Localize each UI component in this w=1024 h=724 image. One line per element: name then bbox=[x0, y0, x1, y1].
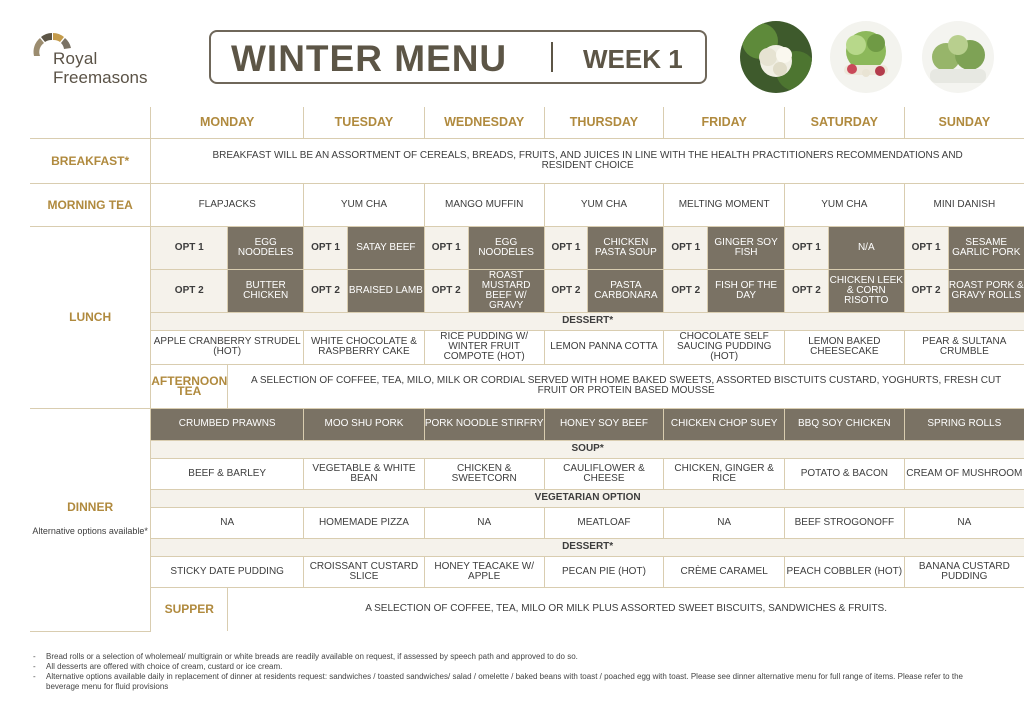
soup-item: CREAM OF MUSHROOM bbox=[904, 458, 1024, 489]
opt1-label: OPT 1 bbox=[664, 226, 708, 269]
footnote-bread: - Bread rolls or a selection of wholemeal/ multigrain or white breads are readily available on request, if assessed by speech path and approved to do so. bbox=[33, 652, 993, 662]
lunch-opt2-item: ROAST MUSTARD BEEF W/ GRAVY bbox=[468, 269, 544, 312]
lunch-opt2-item: BRAISED LAMB bbox=[347, 269, 424, 312]
food-photo-cauliflower bbox=[740, 21, 812, 93]
day-header-saturday: SATURDAY bbox=[784, 107, 904, 138]
morning-tea-label: MORNING TEA bbox=[30, 183, 151, 226]
lunch-opt1-item: EGG NOODELES bbox=[468, 226, 544, 269]
vegetarian-item: NA bbox=[904, 507, 1024, 538]
opt2-label: OPT 2 bbox=[904, 269, 948, 312]
footnote-alternatives: - Alternative options available daily in replacement of dinner at residents request: sandwiches / toasted sandwiches/ salad / omelette / baked beans with toast / poached egg with toast. Please see dinner alternative menu for full range of items. Please refer to the beverage menu for fluid provisions bbox=[33, 672, 993, 692]
soup-item: POTATO & BACON bbox=[784, 458, 904, 489]
lunch-dessert-item: LEMON PANNA COTTA bbox=[544, 330, 664, 364]
royal-freemasons-logo bbox=[30, 30, 170, 90]
dinner-dessert-item: STICKY DATE PUDDING bbox=[151, 556, 304, 587]
lunch-opt1-item: CHICKEN PASTA SOUP bbox=[588, 226, 664, 269]
footnotes bbox=[33, 652, 993, 692]
morning-tea-item: MELTING MOMENT bbox=[664, 183, 785, 226]
opt2-label: OPT 2 bbox=[304, 269, 348, 312]
morning-tea-item: YUM CHA bbox=[784, 183, 904, 226]
lunch-dessert-item: RICE PUDDING W/ WINTER FRUIT COMPOTE (HOT) bbox=[424, 330, 544, 364]
lunch-opt2-item: ROAST PORK & GRAVY ROLLS bbox=[948, 269, 1024, 312]
dinner-label-cell bbox=[30, 408, 151, 631]
soup-item: CAULIFLOWER & CHEESE bbox=[544, 458, 664, 489]
dinner-main-item: CHICKEN CHOP SUEY bbox=[664, 408, 785, 440]
brand-line-2: Freemasons bbox=[53, 68, 148, 87]
title-divider bbox=[551, 42, 553, 72]
morning-tea-item: FLAPJACKS bbox=[151, 183, 304, 226]
lunch-opt1-item: N/A bbox=[828, 226, 904, 269]
dinner-main-item: PORK NOODLE STIRFRY bbox=[424, 408, 544, 440]
lunch-dessert-heading: DESSERT* bbox=[151, 312, 1024, 330]
supper-label: SUPPER bbox=[151, 587, 228, 631]
lunch-dessert-item: APPLE CRANBERRY STRUDEL (HOT) bbox=[151, 330, 304, 364]
lunch-opt2-item: FISH OF THE DAY bbox=[708, 269, 785, 312]
opt2-label: OPT 2 bbox=[424, 269, 468, 312]
opt1-label: OPT 1 bbox=[424, 226, 468, 269]
morning-tea-item: MINI DANISH bbox=[904, 183, 1024, 226]
dinner-main-item: CRUMBED PRAWNS bbox=[151, 408, 304, 440]
dinner-main-item: HONEY SOY BEEF bbox=[544, 408, 664, 440]
vegetarian-heading: VEGETARIAN OPTION bbox=[151, 489, 1024, 507]
soup-item: CHICKEN, GINGER & RICE bbox=[664, 458, 785, 489]
dinner-label: DINNER bbox=[67, 500, 114, 514]
soup-item: VEGETABLE & WHITE BEAN bbox=[304, 458, 425, 489]
dinner-dessert-item: CRÈME CARAMEL bbox=[664, 556, 785, 587]
vegetarian-item: NA bbox=[664, 507, 785, 538]
opt1-label: OPT 1 bbox=[304, 226, 348, 269]
vegetarian-item: NA bbox=[151, 507, 304, 538]
lunch-dessert-item: CHOCOLATE SELF SAUCING PUDDING (HOT) bbox=[664, 330, 785, 364]
day-header-tuesday: TUESDAY bbox=[304, 107, 425, 138]
opt1-label: OPT 1 bbox=[784, 226, 828, 269]
day-header-wednesday: WEDNESDAY bbox=[424, 107, 544, 138]
opt2-label: OPT 2 bbox=[544, 269, 588, 312]
vegetarian-item: HOMEMADE PIZZA bbox=[304, 507, 425, 538]
lunch-opt1-item: EGG NOODELES bbox=[228, 226, 304, 269]
morning-tea-item: YUM CHA bbox=[304, 183, 425, 226]
dinner-main-item: SPRING ROLLS bbox=[904, 408, 1024, 440]
dinner-dessert-item: HONEY TEACAKE W/ APPLE bbox=[424, 556, 544, 587]
morning-tea-item: MANGO MUFFIN bbox=[424, 183, 544, 226]
dinner-alternative-note: Alternative options available* bbox=[32, 526, 148, 536]
breakfast-label: BREAKFAST* bbox=[30, 138, 151, 183]
menu-title: WINTER MENU bbox=[231, 38, 508, 79]
vegetarian-item: BEEF STROGONOFF bbox=[784, 507, 904, 538]
dinner-dessert-item: BANANA CUSTARD PUDDING bbox=[904, 556, 1024, 587]
lunch-dessert-item: WHITE CHOCOLATE & RASPBERRY CAKE bbox=[304, 330, 425, 364]
soup-heading: SOUP* bbox=[151, 440, 1024, 458]
weekly-menu-table bbox=[30, 107, 1024, 632]
lunch-label: LUNCH bbox=[30, 226, 151, 408]
food-photo-greens bbox=[922, 21, 994, 93]
lunch-opt1-item: GINGER SOY FISH bbox=[708, 226, 785, 269]
morning-tea-item: YUM CHA bbox=[544, 183, 664, 226]
lunch-opt2-item: BUTTER CHICKEN bbox=[228, 269, 304, 312]
day-header-monday: MONDAY bbox=[151, 107, 304, 138]
dinner-main-item: BBQ SOY CHICKEN bbox=[784, 408, 904, 440]
afternoon-tea-label: AFTERNOON TEA bbox=[151, 364, 228, 408]
day-header-friday: FRIDAY bbox=[664, 107, 785, 138]
footnote-desserts: - All desserts are offered with choice of cream, custard or ice cream. bbox=[33, 662, 993, 672]
lunch-opt2-item: PASTA CARBONARA bbox=[588, 269, 664, 312]
opt1-label: OPT 1 bbox=[544, 226, 588, 269]
food-photo-vegetables bbox=[830, 21, 902, 93]
lunch-dessert-item: PEAR & SULTANA CRUMBLE bbox=[904, 330, 1024, 364]
opt2-label: OPT 2 bbox=[151, 269, 228, 312]
lunch-opt2-item: CHICKEN LEEK & CORN RISOTTO bbox=[828, 269, 904, 312]
day-header-sunday: SUNDAY bbox=[904, 107, 1024, 138]
breakfast-text: BREAKFAST WILL BE AN ASSORTMENT OF CEREALS, BREADS, FRUITS, AND JUICES IN LINE WITH THE HEALTH PRACTITIONERS RECOMMENDATIONS AND RESIDENT CHOICE bbox=[151, 138, 1024, 183]
lunch-dessert-item: LEMON BAKED CHEESECAKE bbox=[784, 330, 904, 364]
week-label: WEEK 1 bbox=[583, 44, 683, 74]
lunch-opt1-item: SATAY BEEF bbox=[347, 226, 424, 269]
soup-item: CHICKEN & SWEETCORN bbox=[424, 458, 544, 489]
opt1-label: OPT 1 bbox=[151, 226, 228, 269]
vegetarian-item: NA bbox=[424, 507, 544, 538]
brand-line-1: Royal bbox=[53, 49, 98, 68]
opt2-label: OPT 2 bbox=[664, 269, 708, 312]
day-header-thursday: THURSDAY bbox=[544, 107, 664, 138]
supper-text: A SELECTION OF COFFEE, TEA, MILO OR MILK PLUS ASSORTED SWEET BISCUITS, SANDWICHES & FRUITS. bbox=[228, 587, 1024, 631]
opt2-label: OPT 2 bbox=[784, 269, 828, 312]
dinner-dessert-item: PECAN PIE (HOT) bbox=[544, 556, 664, 587]
dinner-dessert-heading: DESSERT* bbox=[151, 538, 1024, 556]
afternoon-tea-text: A SELECTION OF COFFEE, TEA, MILO, MILK OR CORDIAL SERVED WITH HOME BAKED SWEETS, ASSORTED BISCTUITS CUSTARD, YOGHURTS, FRESH CUT FRUIT OR PROTEIN BASED MOUSSE bbox=[228, 364, 1024, 408]
dinner-main-item: MOO SHU PORK bbox=[304, 408, 425, 440]
corner-cell bbox=[30, 107, 151, 138]
dinner-dessert-item: PEACH COBBLER (HOT) bbox=[784, 556, 904, 587]
dinner-dessert-item: CROISSANT CUSTARD SLICE bbox=[304, 556, 425, 587]
soup-item: BEEF & BARLEY bbox=[151, 458, 304, 489]
vegetarian-item: MEATLOAF bbox=[544, 507, 664, 538]
opt1-label: OPT 1 bbox=[904, 226, 948, 269]
lunch-opt1-item: SESAME GARLIC PORK bbox=[948, 226, 1024, 269]
menu-title-box bbox=[209, 30, 707, 84]
